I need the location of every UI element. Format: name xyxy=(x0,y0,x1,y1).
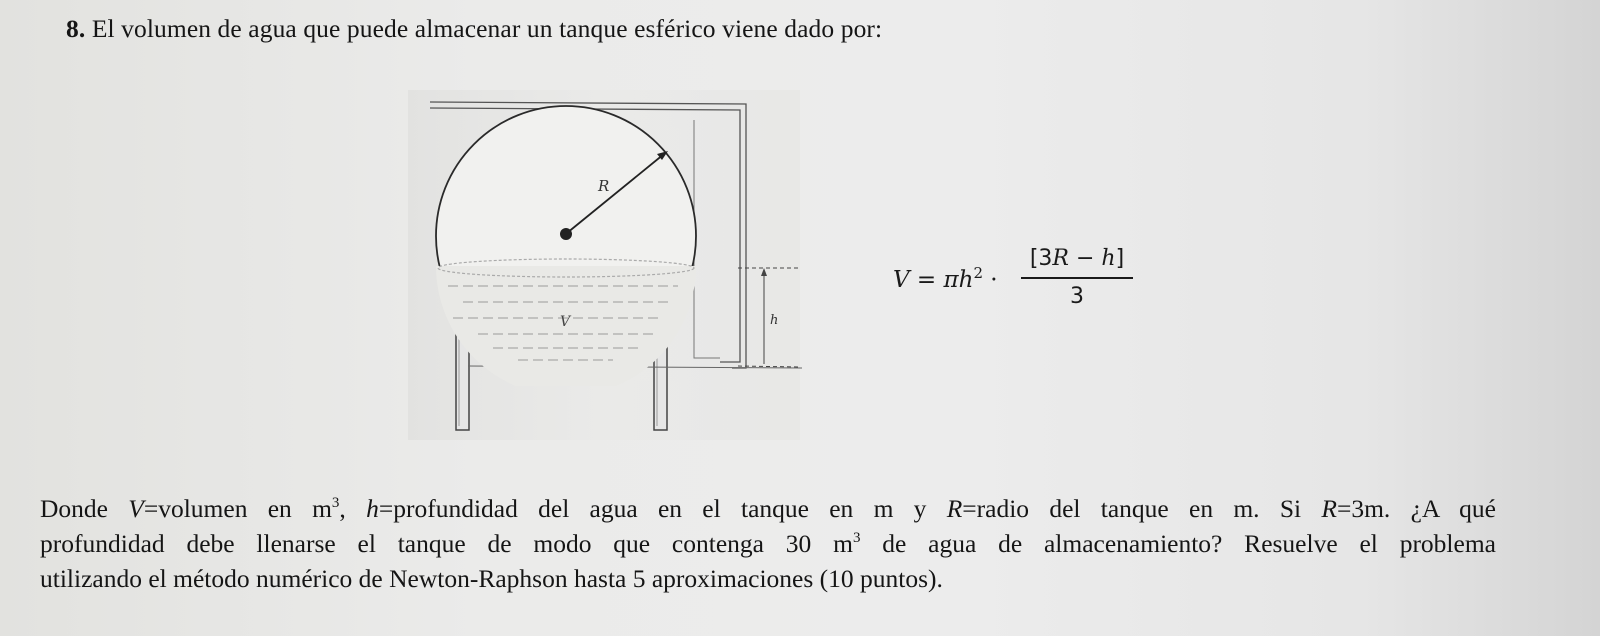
statement-line-2 xyxy=(40,526,1496,561)
l1-r: R xyxy=(946,494,963,523)
statement-line-1 xyxy=(40,491,1496,526)
l1-f: =3m. ¿A qué xyxy=(1336,494,1496,523)
numerator-close: ] xyxy=(1115,246,1125,271)
problem-heading-text: El volumen de agua que puede almacenar un tanque esférico viene dado por: xyxy=(91,14,883,43)
spherical-tank-figure xyxy=(408,90,808,440)
volume-label: V xyxy=(560,314,571,330)
numerator-open: [3 xyxy=(1029,246,1053,271)
numerator-minus: − xyxy=(1068,246,1102,271)
problem-number: 8. xyxy=(66,14,86,43)
l1-d: =profundidad del agua en el tanque en m y xyxy=(378,494,947,523)
l1-r2: R xyxy=(1321,494,1337,523)
tank-diagram xyxy=(408,90,808,440)
formula-exponent: 2 xyxy=(973,264,983,282)
l1-v: V xyxy=(128,494,144,523)
l2-sup: 3 xyxy=(852,530,861,546)
fraction-bar xyxy=(1021,277,1133,279)
numerator-var: R xyxy=(1052,246,1069,271)
l1-a: Donde xyxy=(40,494,129,523)
l1-sup: 3 xyxy=(331,495,340,511)
l2-a: profundidad debe llenarse el tanque de modo que contenga 30 m xyxy=(40,529,853,558)
l2-b: de agua de almacenamiento? Resuelve el problema xyxy=(860,529,1496,558)
formula-numerator xyxy=(1021,246,1133,272)
l1-e: =radio del tanque en m. Si xyxy=(962,494,1322,523)
cut-off-next-line xyxy=(20,622,480,636)
depth-label: h xyxy=(770,313,779,328)
formula-lhs xyxy=(893,264,998,293)
problem-heading xyxy=(66,14,882,44)
formula-fraction xyxy=(1021,246,1133,309)
formula-lhs-text: V = πh xyxy=(893,267,974,293)
formula-denominator: 3 xyxy=(1070,283,1084,309)
problem-statement xyxy=(40,491,1496,596)
radius-label: R xyxy=(598,177,610,195)
numerator-h: h xyxy=(1101,246,1116,271)
l1-h: h xyxy=(366,494,379,523)
l1-c: , xyxy=(339,494,367,523)
sphere-center-dot xyxy=(560,228,572,240)
formula-dot: · xyxy=(990,267,998,293)
l1-b: =volumen en m xyxy=(143,494,332,523)
statement-line-3: utilizando el método numérico de Newton-Raphson hasta 5 aproximaciones (10 puntos). xyxy=(40,564,943,593)
